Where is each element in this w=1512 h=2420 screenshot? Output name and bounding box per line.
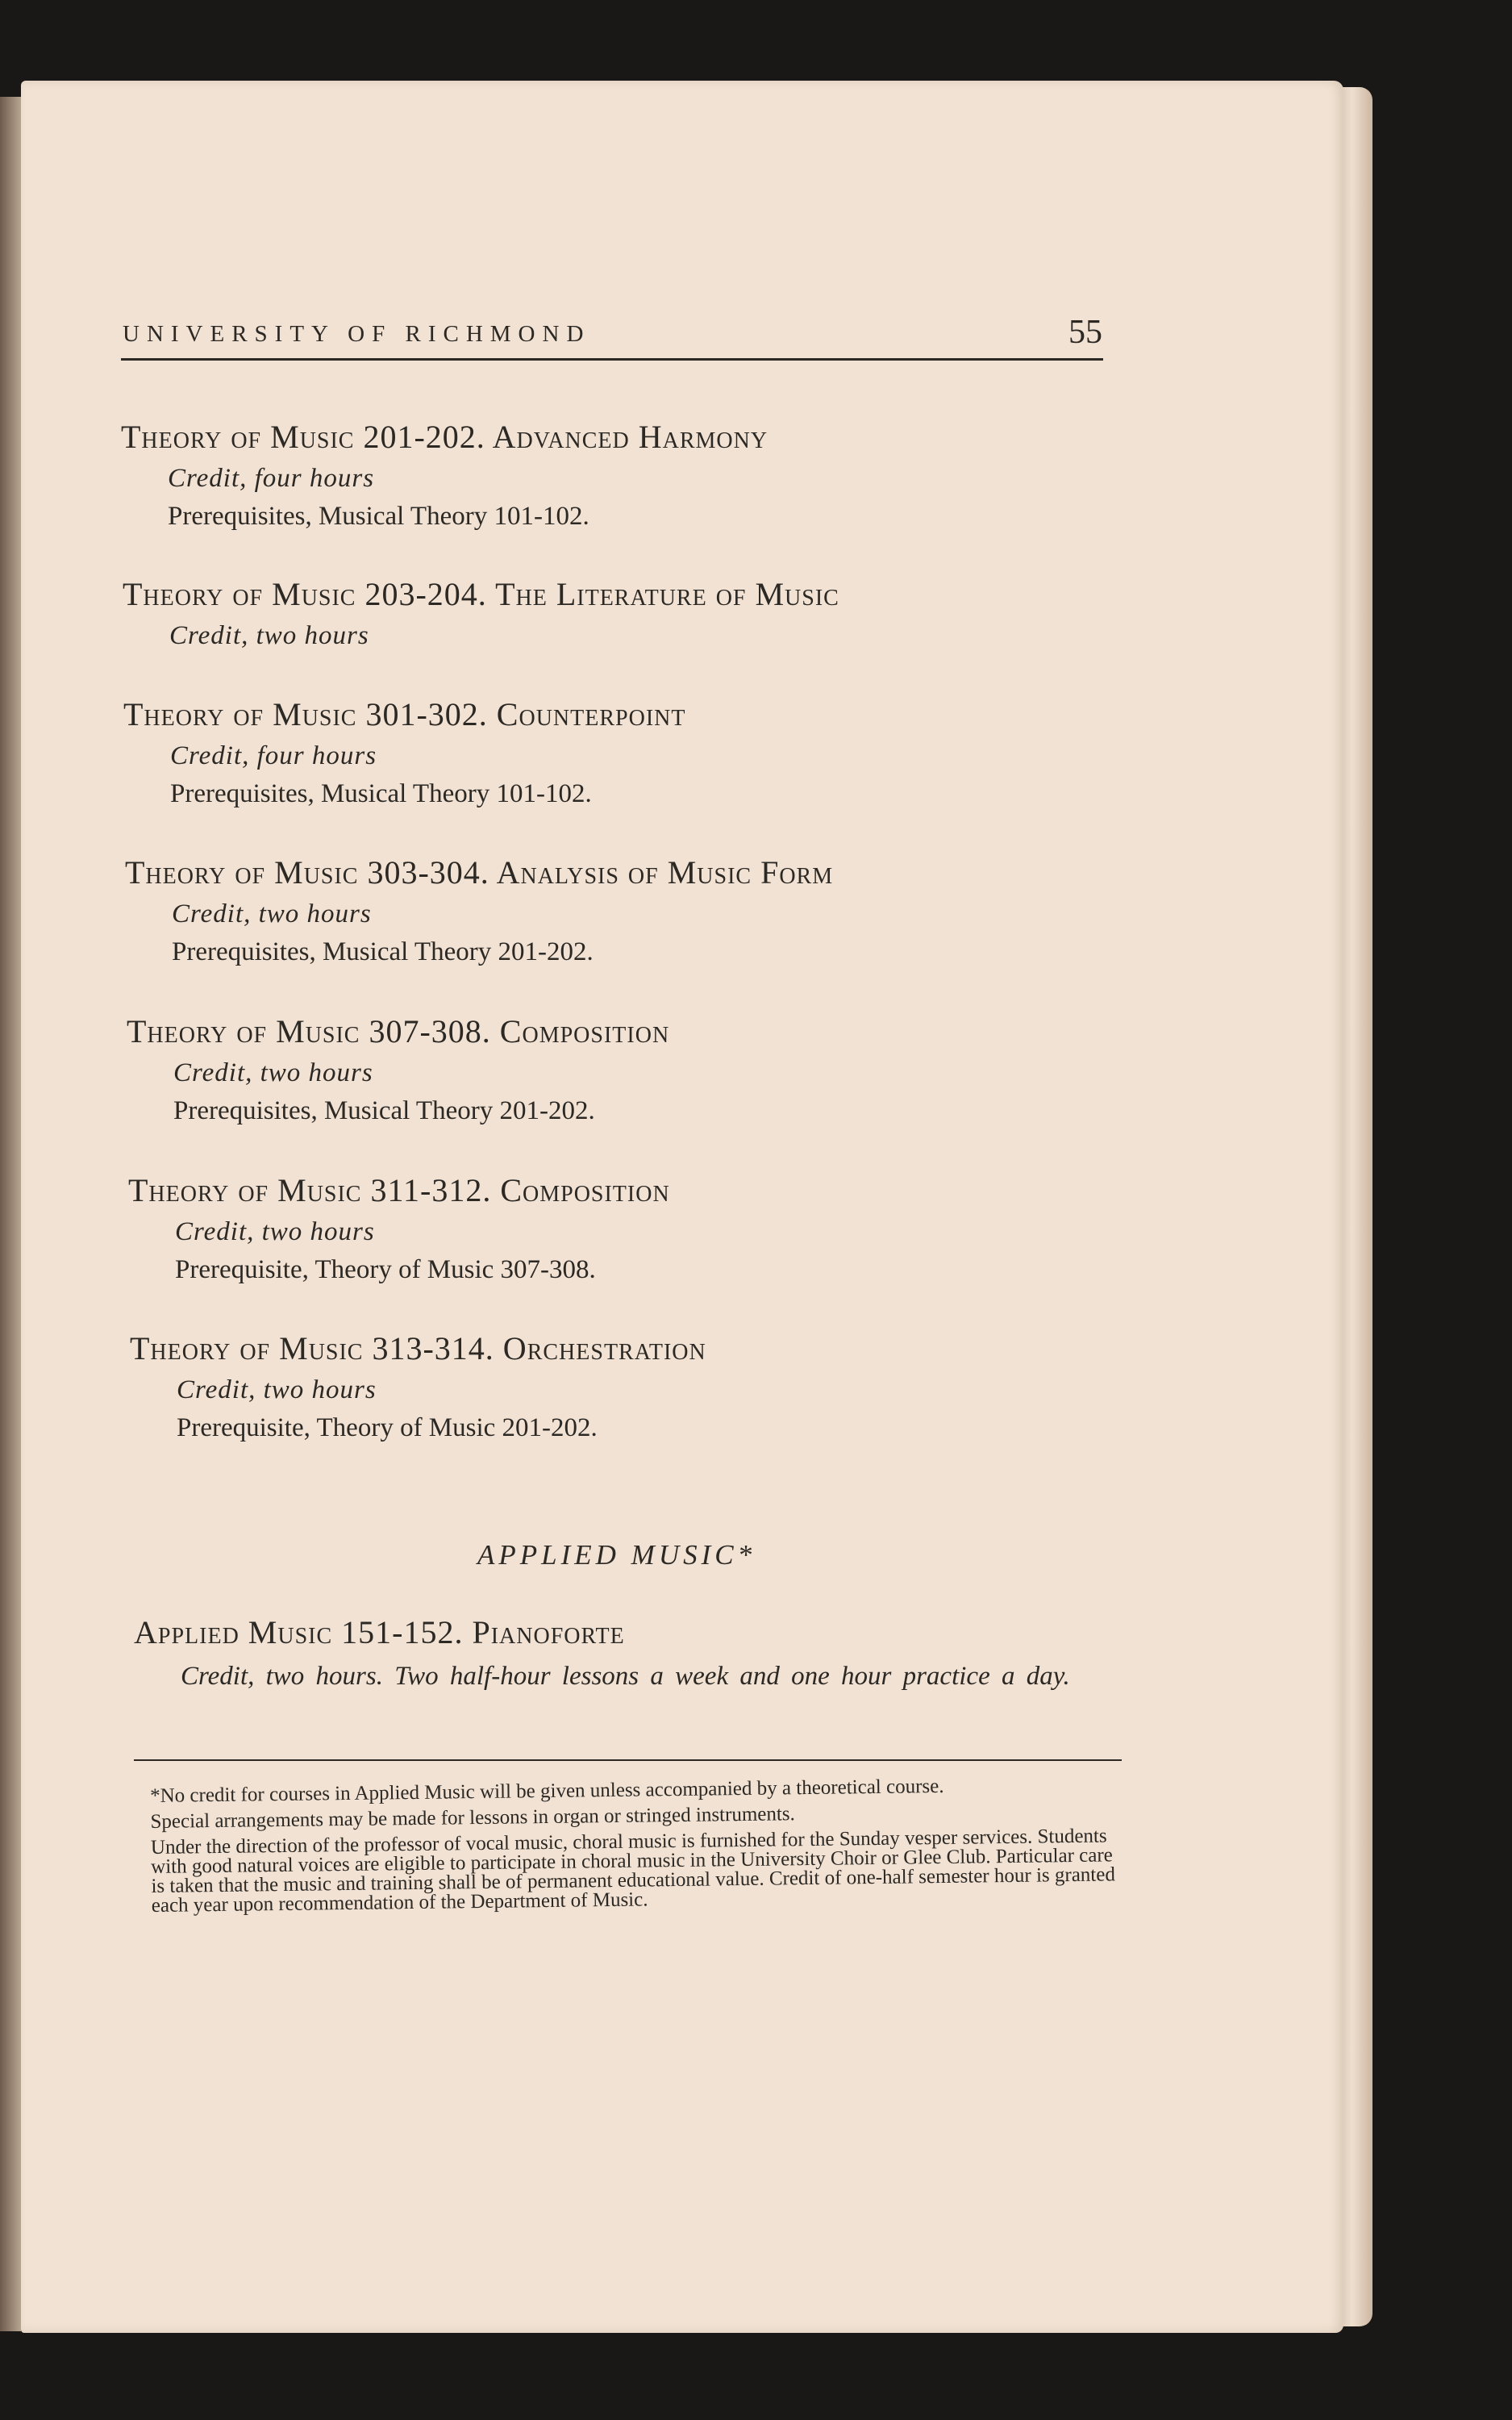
course-entry <box>127 1012 669 1126</box>
course-credit: Credit, two hours <box>177 1375 377 1404</box>
page-number: 55 <box>1068 314 1102 351</box>
footnote-rule <box>134 1759 1122 1761</box>
course-title: Applied Music 151-152. Pianoforte <box>134 1614 625 1650</box>
facing-page-edge <box>0 97 21 2331</box>
page-stack-edge <box>1339 87 1372 2326</box>
course-prerequisite: Prerequisites, Musical Theory 201-202. <box>172 937 594 966</box>
course-prerequisite: Prerequisites, Musical Theory 101-102. <box>168 502 589 531</box>
course-title: Theory of Music 311-312. Composition <box>128 1172 670 1208</box>
course-credit: Credit, two hours <box>172 899 372 928</box>
course-prerequisite: Prerequisite, Theory of Music 307-308. <box>175 1255 596 1284</box>
course-title: Theory of Music 307-308. Composition <box>127 1013 670 1049</box>
course-entry <box>121 418 768 532</box>
course-prerequisite: Prerequisites, Musical Theory 101-102. <box>170 779 592 808</box>
course-title: Theory of Music 303-304. Analysis of Music Form <box>125 854 834 891</box>
course-credit: Credit, two hours. Two half-hour lessons a week and one hour practice a day. <box>181 1662 1070 1691</box>
course-credit: Credit, two hours <box>173 1058 373 1087</box>
course-prerequisite: Prerequisite, Theory of Music 201-202. <box>177 1413 598 1442</box>
course-title: Theory of Music 203-204. The Literature of Music <box>123 576 839 612</box>
course-title: Theory of Music 313-314. Orchestration <box>130 1330 706 1366</box>
course-entry <box>125 853 833 967</box>
section-heading: APPLIED MUSIC* <box>477 1539 756 1571</box>
course-credit: Credit, two hours <box>169 621 369 650</box>
course-credit: Credit, four hours <box>170 741 377 770</box>
header-rule <box>121 358 1103 361</box>
course-entry <box>130 1329 706 1443</box>
course-credit: Credit, two hours <box>175 1217 375 1246</box>
course-entry <box>123 695 685 809</box>
applied-course-entry <box>134 1613 1124 1695</box>
course-entry <box>123 575 839 651</box>
running-header <box>123 314 1102 357</box>
course-prerequisite: Prerequisites, Musical Theory 201-202. <box>173 1096 595 1125</box>
footnote: *No credit for courses in Applied Music will be given unless accompanied by a theoretical course. <box>149 1775 944 1807</box>
course-credit: Credit, four hours <box>168 464 375 493</box>
course-title: Theory of Music 201-202. Advanced Harmony <box>121 419 768 455</box>
course-entry <box>128 1171 670 1285</box>
course-title: Theory of Music 301-302. Counterpoint <box>123 696 686 732</box>
running-title: UNIVERSITY OF RICHMOND <box>123 321 591 347</box>
footnotes <box>150 1775 1129 1922</box>
footnote: Under the direction of the professor of vocal music, choral music is furnished for the Sunday vesper services. Students with good natural voices are eligible to participate in choral music in the University Choir or Glee Club. Particular care is taken that the music and training shall be of permanent educational value. Credit of one-half semester hour is granted each year upon recommendation of the Department of Music. <box>150 1825 1116 1917</box>
footnote: Special arrangements may be made for lessons in organ or stringed instruments. <box>150 1803 795 1833</box>
